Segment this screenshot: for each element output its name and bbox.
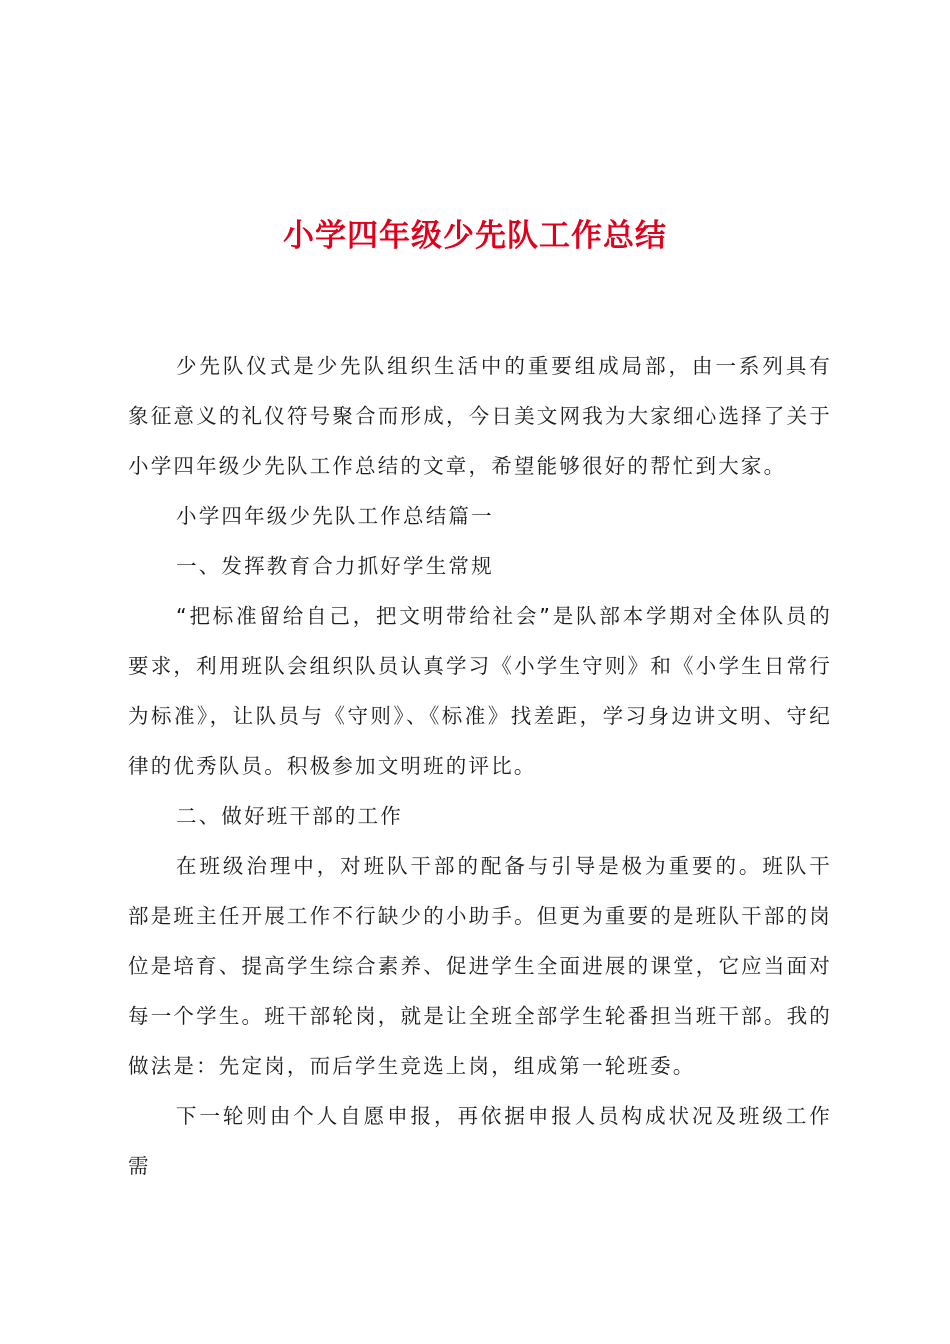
document-title: 小学四年级少先队工作总结 [283, 218, 667, 254]
section-heading-1: 一、发挥教育合力抓好学生常规 [176, 554, 494, 578]
section-heading-part-one: 小学四年级少先队工作总结篇一 [176, 504, 494, 528]
body-paragraph-next-round: 下一轮则由个人自愿申报，再依据申报人员构成状况及班级工作需 [128, 1104, 832, 1178]
body-paragraph-class-cadre: 在班级治理中，对班队干部的配备与引导是极为重要的。班队干部是班主任开展工作不行缺少的小助手。但更为重要的是班队干部的岗位是培育、提高学生综合素养、促进学生全面进展的课堂，它应当面对每一个学生。班干部轮岗，就是让全班全部学生轮番担当班干部。我的做法是：先定岗，而后学生竞选上岗，组成第一轮班委。 [128, 854, 832, 1078]
document-body [128, 341, 832, 1191]
intro-paragraph: 少先队仪式是少先队组织生活中的重要组成局部，由一系列具有象征意义的礼仪符号聚合而形成，今日美文网我为大家细心选择了关于小学四年级少先队工作总结的文章，希望能够很好的帮忙到大家。 [128, 354, 832, 478]
section-heading-2: 二、做好班干部的工作 [176, 804, 403, 828]
body-paragraph-conduct: “把标准留给自己，把文明带给社会”是队部本学期对全体队员的要求，利用班队会组织队员认真学习《小学生守则》和《小学生日常行为标准》，让队员与《守则》、《标准》找差距，学习身边讲文明、守纪律的优秀队员。积极参加文明班的评比。 [128, 604, 832, 778]
